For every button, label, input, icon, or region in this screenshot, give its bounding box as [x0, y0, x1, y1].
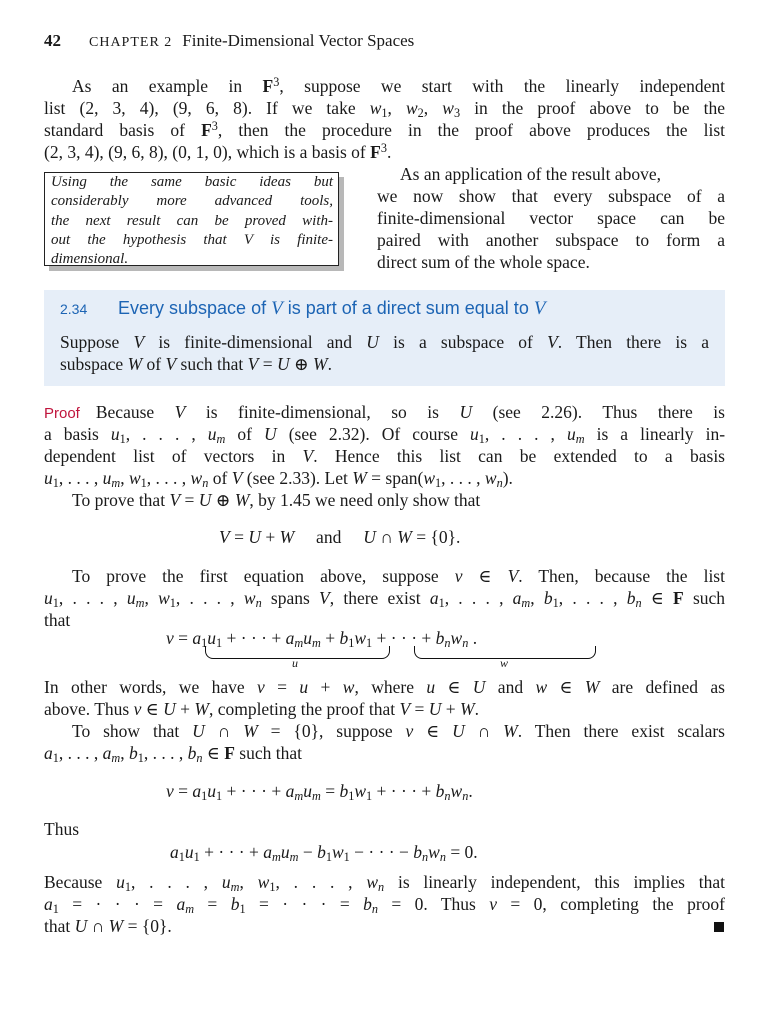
qed-square-icon [714, 922, 724, 932]
equation-goal: V = U + W and U ∩ W = {0}. [219, 527, 461, 547]
equation-expansion: $v = a_1u_1$ + · · · + $a_mu_m + b_1w_1$ + · · · + $b_nw_n$ . [166, 628, 478, 651]
running-header [44, 30, 414, 54]
proof-line-7: $u_1$, . . . , $u_m$, $w_1$, . . . , $w_n$ spans V, there exist $a_1$, . . . , $a_m$, $b_1$, . . . , $b_n$ ∈ F such [44, 588, 726, 611]
chapter-title: Finite-Dimensional Vector Spaces [182, 31, 415, 50]
proof-line-1: Proof Because V is finite-dimensional, so is U (see 2.26). Thus there is [44, 402, 725, 422]
theorem-title: Every subspace of V is part of a direct sum equal to V [118, 298, 546, 319]
theorem-number: 2.34 [60, 301, 88, 317]
margin-note-line: Using the same basic ideas but [51, 174, 333, 190]
proof-label: Proof [44, 405, 80, 422]
equation-intersection: $v = a_1u_1$ + · · · + $a_mu_m = b_1w_1$ + · · · + $b_nw_n$. [166, 781, 473, 804]
proof-line-8: that [44, 610, 71, 630]
proof-line-13: Thus [44, 819, 79, 839]
proof-line-2: a basis $u_1$, . . . , $u_m$ of U (see 2.32). Of course $u_1$, . . . , $u_m$ is a linearly in- [44, 424, 726, 447]
application-line-3: finite-dimensional vector space can be [377, 208, 725, 228]
equation-zero: $a_1u_1$ + · · · + $a_mu_m - b_1w_1$ − · · · − $b_nw_n = 0$. [170, 842, 478, 865]
proof-line-3: dependent list of vectors in V. Hence this list can be extended to a basis [44, 446, 725, 466]
margin-note-line: out the hypothesis that V is finite- [51, 231, 333, 248]
chapter-label: CHAPTER 2 [89, 35, 173, 50]
proof-line-9: In other words, we have v = u + w, where u ∈ U and w ∈ W are defined as [44, 677, 725, 697]
application-line-1: As an application of the result above, [400, 164, 661, 184]
proof-line-16: that U ∩ W = {0}. [44, 916, 172, 936]
example-line-3: standard basis of $F^3$, then the procedure in the proof above produces the list [44, 118, 725, 140]
margin-note-line: considerably more advanced tools, [51, 193, 333, 210]
application-line-2: we now show that every subspace of a [377, 186, 725, 206]
underbrace-label-w: w [500, 656, 509, 670]
proof-line-6: To prove the first equation above, suppose v ∈ V. Then, because the list [72, 566, 725, 586]
underbrace-label-u: u [292, 656, 298, 670]
example-line-2: list (2, 3, 4), (9, 6, 8). If we take $w_1$, $w_2$, $w_3$ in the proof above to be the [44, 98, 725, 121]
margin-note-line: the next result can be proved with- [51, 212, 333, 229]
example-line-4: (2, 3, 4), (9, 6, 8), (0, 1, 0), which is a basis of $F^3$. [44, 140, 392, 162]
theorem-statement-line-1: Suppose V is finite-dimensional and U is a subspace of V. Then there is a [60, 332, 709, 352]
application-line-4: paired with another subspace to form a [377, 230, 725, 250]
proof-line-4: $u_1$, . . . , $u_m$, $w_1$, . . . , $w_n$ of V (see 2.33). Let $W = span(w_1$, . . . , $w_n$). [44, 468, 513, 491]
application-line-5: direct sum of the whole space. [377, 252, 590, 272]
theorem-statement-line-2: subspace W of V such that V = U ⊕ W. [60, 354, 332, 374]
margin-note-line: dimensional. [51, 251, 129, 268]
proof-line-12: $a_1$, . . . , $a_m$, $b_1$, . . . , $b_n$ ∈ F such that [44, 743, 302, 766]
proof-line-15: $a_1$ = · · · = $a_m = b_1$ = · · · = $b_n = 0$. Thus v = 0, completing the proof [44, 894, 725, 917]
theorem-box [44, 290, 725, 386]
page-number: 42 [44, 31, 61, 50]
example-line-1: As an example in $F^3$, suppose we start with the linearly independent [72, 74, 726, 96]
margin-note [44, 172, 339, 266]
proof-line-5: To prove that V = U ⊕ W, by 1.45 we need only show that [72, 490, 481, 510]
proof-line-14: Because $u_1$, . . . , $u_m$, $w_1$, . . . , $w_n$ is linearly independent, this implies that [44, 872, 726, 895]
proof-line-10: above. Thus v ∈ U + W, completing the proof that V = U + W. [44, 699, 479, 719]
proof-line-11: To show that U ∩ W = {0}, suppose v ∈ U ∩ W. Then there exist scalars [72, 721, 725, 741]
